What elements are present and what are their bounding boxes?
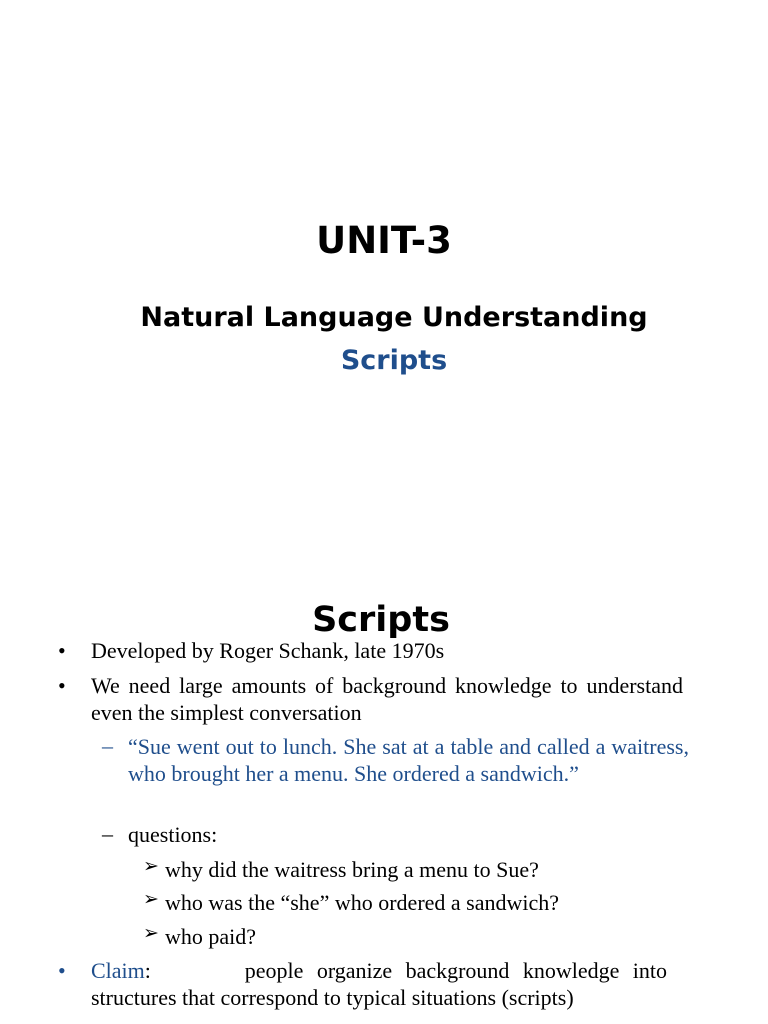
claim-label: Claim <box>91 958 145 983</box>
bullet-marker: • <box>58 673 66 698</box>
course-subtitle: Natural Language Understanding <box>140 302 648 333</box>
question-she: who was the “she” who ordered a sandwich? <box>165 890 560 915</box>
arrow-bullet-icon: ➢ <box>143 922 159 944</box>
arrow-bullet-icon: ➢ <box>143 888 159 910</box>
claim-text: : people organize background knowledge into structures that correspond to typical situations (scripts) <box>91 958 673 1010</box>
question-paid: who paid? <box>165 924 257 949</box>
dash-marker: – <box>102 733 113 758</box>
bullet-marker: • <box>58 958 66 983</box>
bullet-marker: • <box>58 638 66 663</box>
bullet-developed-by: Developed by Roger Schank, late 1970s <box>91 638 445 663</box>
slide-title: Scripts <box>312 600 450 640</box>
dash-marker: – <box>102 821 113 846</box>
claim-bullet <box>91 957 673 1011</box>
unit-title: UNIT-3 <box>316 219 452 262</box>
questions-label: questions: <box>128 822 218 847</box>
topic-title: Scripts <box>340 345 448 376</box>
bullet-background-knowledge: We need large amounts of background knowledge to understand even the simplest conversation <box>91 673 683 725</box>
question-menu: why did the waitress bring a menu to Sue? <box>165 857 539 882</box>
arrow-bullet-icon: ➢ <box>143 855 159 877</box>
example-quote: “Sue went out to lunch. She sat at a table and called a waitress, who brought her a menu. She ordered a sandwich.” <box>128 734 689 786</box>
